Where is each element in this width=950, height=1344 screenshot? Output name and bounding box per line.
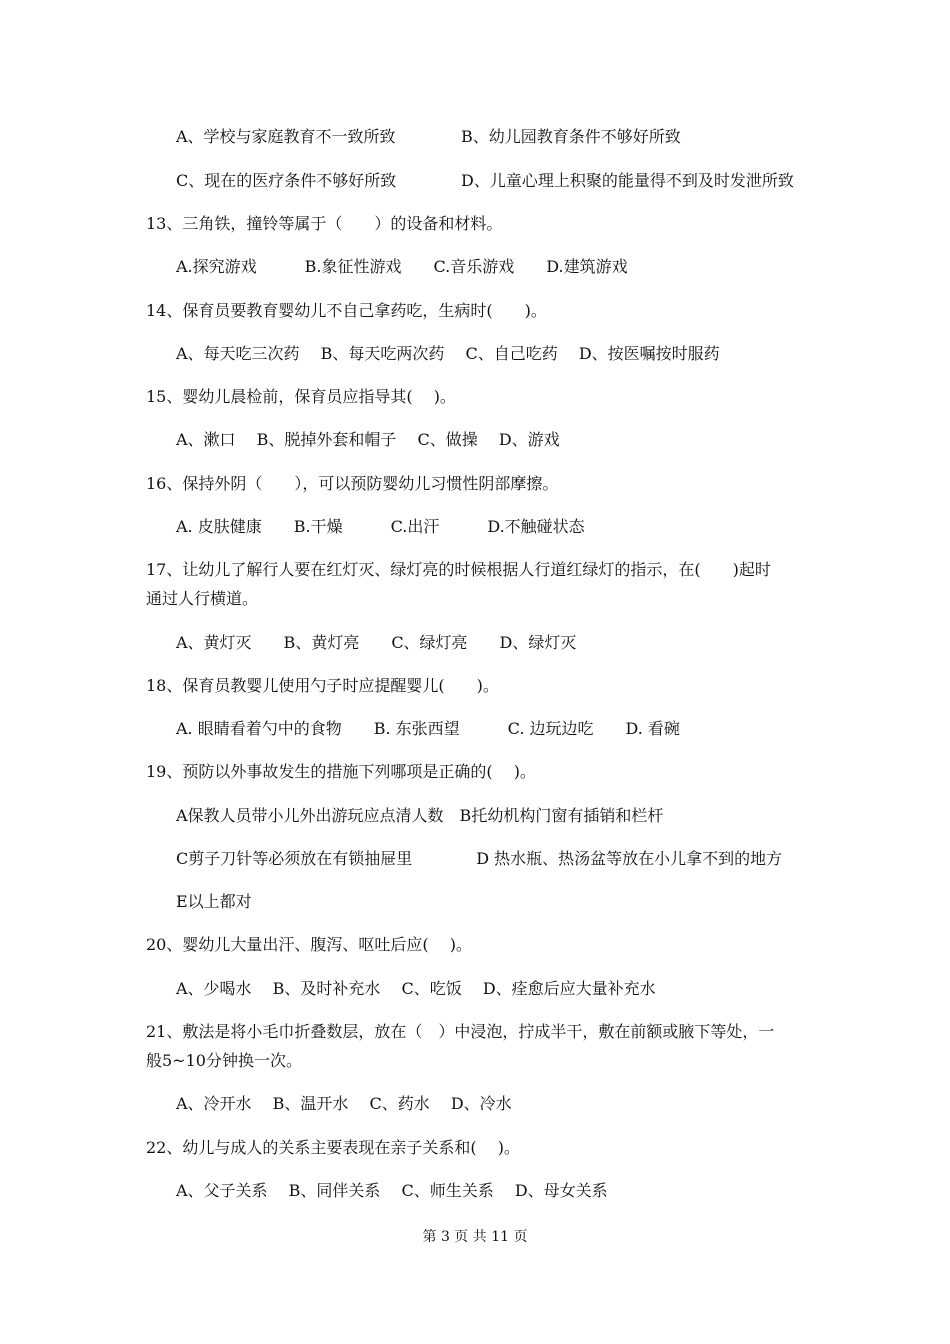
question-20-options: A、少喝水 B、及时补充水 C、吃饭 D、痊愈后应大量补充水 — [176, 979, 656, 998]
question-15: 15、婴幼儿晨检前，保育员应指导其( )。 — [146, 387, 456, 406]
question-13-options: A.探究游戏 B.象征性游戏 C.音乐游戏 D.建筑游戏 — [176, 257, 628, 276]
question-13: 13、三角铁，撞铃等属于（ ）的设备和材料。 — [146, 214, 503, 233]
q12-option-a: A、学校与家庭教育不一致所致 — [176, 127, 396, 146]
question-14: 14、保育员要教育婴幼儿不自己拿药吃，生病时( )。 — [146, 301, 547, 320]
question-22-options: A、父子关系 B、同伴关系 C、师生关系 D、母女关系 — [176, 1181, 608, 1200]
q12-option-c: C、现在的医疗条件不够好所致 — [176, 171, 397, 190]
question-19: 19、预防以外事故发生的措施下列哪项是正确的( )。 — [146, 762, 536, 781]
question-17-continued: 通过人行横道。 — [146, 589, 259, 608]
question-17-options: A、黄灯灭 B、黄灯亮 C、绿灯亮 D、绿灯灭 — [176, 633, 577, 652]
question-19-options-ab: A保教人员带小儿外出游玩应点清人数 B托幼机构门窗有插销和栏杆 — [176, 806, 664, 825]
question-16: 16、保持外阴（ ），可以预防婴幼儿习惯性阴部摩擦。 — [146, 474, 559, 493]
question-21: 21、敷法是将小毛巾折叠数层，放在（ ）中浸泡，拧成半干，敷在前额或腋下等处，一 — [146, 1022, 775, 1041]
question-15-options: A、漱口 B、脱掉外套和帽子 C、做操 D、游戏 — [176, 430, 560, 449]
question-14-options: A、每天吃三次药 B、每天吃两次药 C、自己吃药 D、按医嘱按时服药 — [176, 344, 720, 363]
question-18-options: A. 眼睛看着勺中的食物 B. 东张西望 C. 边玩边吃 D. 看碗 — [176, 719, 680, 738]
question-16-options: A. 皮肤健康 B.干燥 C.出汗 D.不触碰状态 — [176, 517, 585, 536]
question-21-continued: 般5~10分钟换一次。 — [146, 1051, 302, 1070]
question-22: 22、幼儿与成人的关系主要表现在亲子关系和( )。 — [146, 1138, 520, 1157]
question-21-options: A、冷开水 B、温开水 C、药水 D、冷水 — [176, 1094, 512, 1113]
question-19-options-cd: C剪子刀针等必须放在有锁抽屉里 D 热水瓶、热汤盆等放在小儿拿不到的地方 — [176, 849, 783, 868]
question-19-option-e: E以上都对 — [176, 892, 252, 911]
q12-option-b: B、幼儿园教育条件不够好所致 — [461, 127, 681, 146]
question-18: 18、保育员教婴儿使用勺子时应提醒婴儿( )。 — [146, 676, 499, 695]
question-20: 20、婴幼儿大量出汗、腹泻、呕吐后应( )。 — [146, 935, 472, 954]
question-17: 17、让幼儿了解行人要在红灯灭、绿灯亮的时候根据人行道红绿灯的指示，在( )起时 — [146, 560, 771, 579]
q12-option-d: D、儿童心理上积聚的能量得不到及时发泄所致 — [461, 171, 794, 190]
page-number-footer: 第 3 页 共 11 页 — [422, 1229, 528, 1245]
